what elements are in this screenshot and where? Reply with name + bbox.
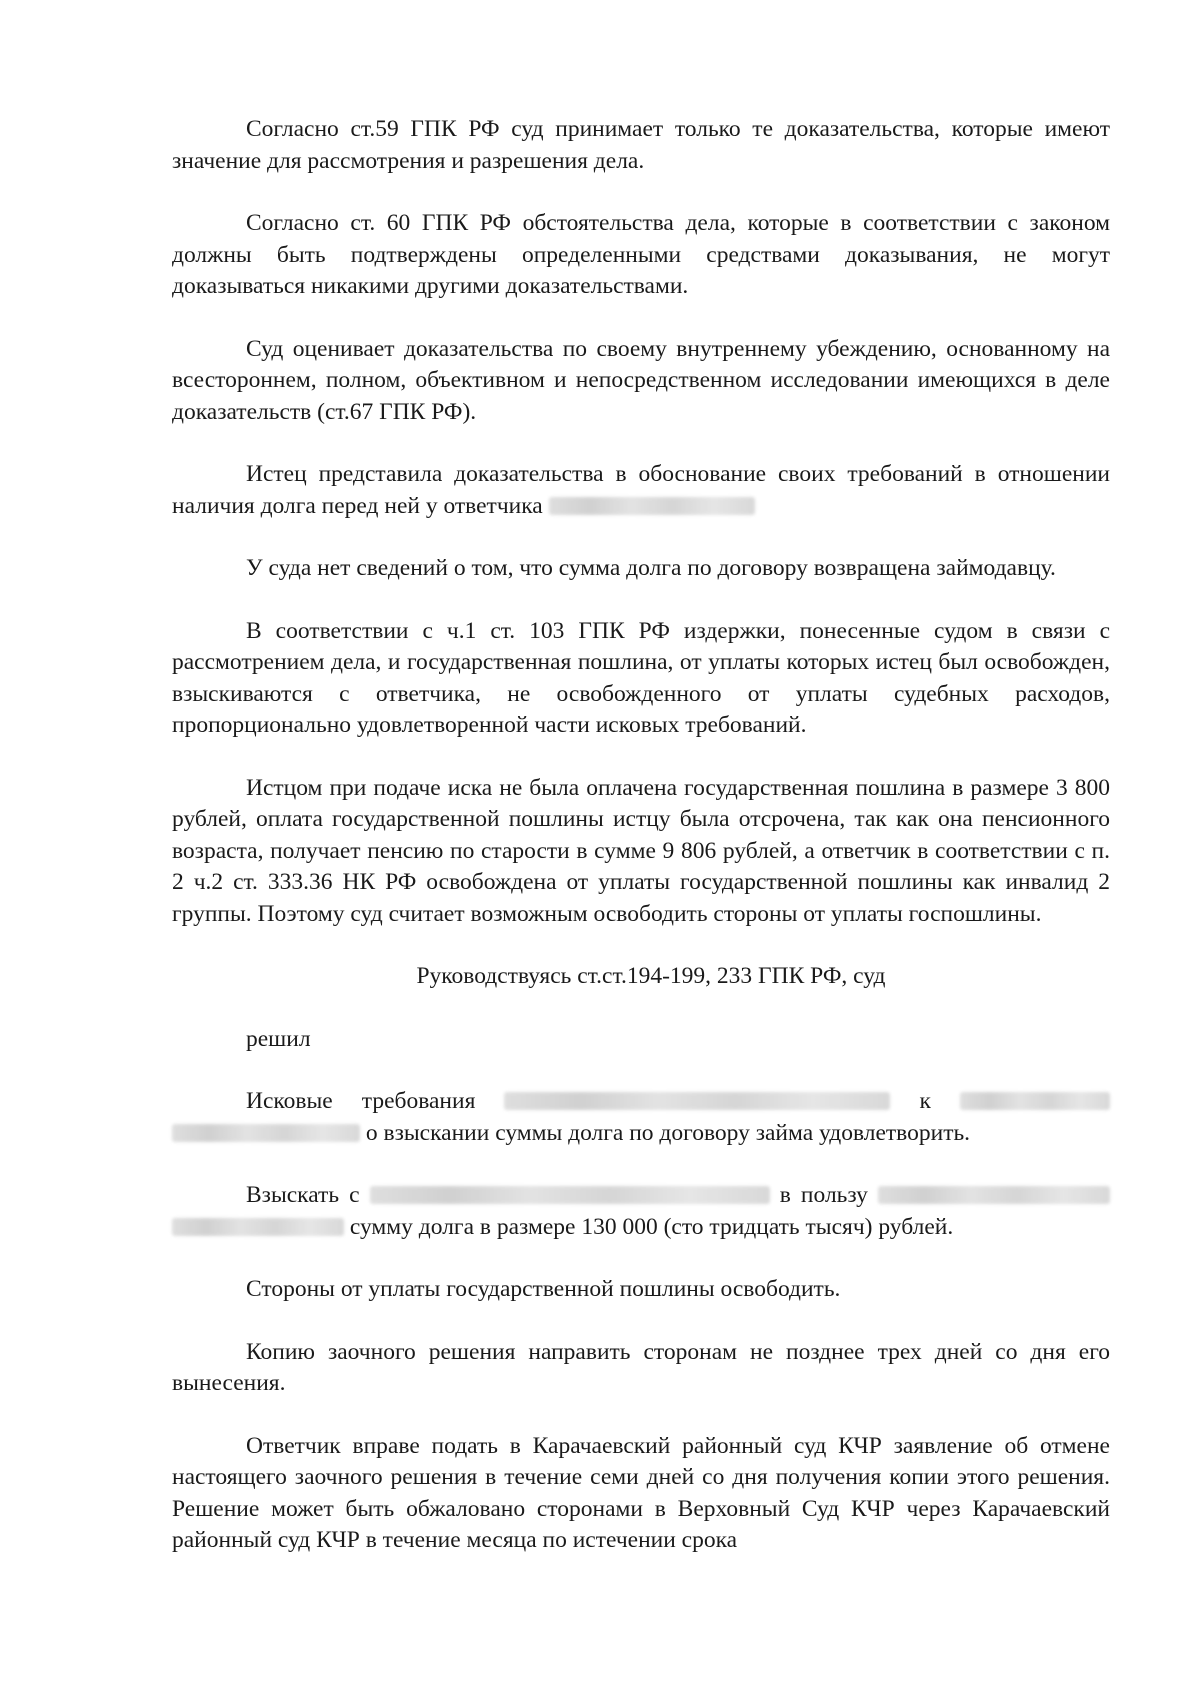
- paragraph-plaintiff-evidence: [172, 459, 1110, 522]
- paragraph-guided-by: Руководствуясь ст.ст.194-199, 233 ГПК РФ, суд: [416, 963, 886, 989]
- recover-debt-start: Взыскать с: [246, 1182, 360, 1208]
- paragraph-evidence-assessment: Суд оценивает доказательства по своему внутреннему убеждению, основанному на всестороннем, полном, объективном и непосредственном исследовании имеющихся в деле доказательств (ст.67 ГПК РФ).: [172, 335, 1110, 425]
- redacted-creditor-patronymic: [172, 1218, 344, 1236]
- paragraph-duty-exemption: Стороны от уплаты государственной пошлины освободить.: [246, 1276, 841, 1302]
- redacted-defendant-surname: [960, 1092, 1110, 1110]
- claims-granted-start: Исковые требования: [246, 1088, 476, 1114]
- paragraph-article-103: В соответствии с ч.1 ст. 103 ГПК РФ издержки, понесенные судом в связи с рассмотрением дела, и государственная пошлина, от уплаты которых истец был освобожден, взыскиваются с ответчика, не освобожденного от уплаты судебных расходов, пропорционально удовлетворенной части исковых требований.: [172, 617, 1110, 738]
- paragraph-plaintiff-evidence-text: Истец представила доказательства в обоснование своих требований в отношении наличия долга перед ней у ответчика: [172, 461, 1110, 519]
- paragraph-recover-debt: [172, 1180, 1110, 1243]
- paragraph-state-duty: Истцом при подаче иска не была оплачена государственная пошлина в размере 3 800 рублей, оплата государственной пошлины истцу была отсрочена, так как она пенсионного возраста, получает пенсию по старости в сумме 9 806 рублей, а ответчик в соответствии с п. 2 ч.2 ст. 333.36 НК РФ освобождена от уплаты государственной пошлины как инвалид 2 группы. Поэтому суд считает возможным освободить стороны от уплаты госпошлины.: [172, 774, 1110, 927]
- redacted-plaintiff-name: [504, 1092, 890, 1110]
- claims-granted-mid: к: [919, 1088, 931, 1114]
- claims-granted-end: о взыскании суммы долга по договору займа удовлетворить.: [365, 1119, 971, 1146]
- redacted-defendant-name: [549, 497, 755, 515]
- document-body: [172, 114, 1110, 1588]
- redacted-debtor-name: [370, 1186, 770, 1204]
- paragraph-copy-delivery: Копию заочного решения направить сторонам не позднее трех дней со дня его вынесения.: [172, 1338, 1110, 1396]
- recover-debt-mid: в пользу: [779, 1182, 868, 1208]
- paragraph-appeal-rights: Ответчик вправе подать в Карачаевский районный суд КЧР заявление об отмене настоящего заочного решения в течение семи дней со дня получения копии этого решения. Решение может быть обжаловано сторонами в Верховный Суд КЧР через Карачаевский районный суд КЧР в течение месяца по истечении срока: [172, 1432, 1110, 1553]
- paragraph-claims-granted: [172, 1086, 1110, 1149]
- paragraph-article-59: Согласно ст.59 ГПК РФ суд принимает только те доказательства, которые имеют значение для рассмотрения и разрешения дела.: [172, 116, 1110, 174]
- recover-debt-end: сумму долга в размере 130 000 (сто тридцать тысяч) рублей.: [349, 1213, 954, 1240]
- paragraph-article-60: Согласно ст. 60 ГПК РФ обстоятельства дела, которые в соответствии с законом должны быть подтверждены определенными средствами доказывания, не могут доказываться никакими другими доказательствами.: [172, 210, 1110, 299]
- redacted-defendant-given-names: [172, 1124, 360, 1142]
- paragraph-decided: решил: [246, 1025, 311, 1052]
- redacted-creditor-surname: [878, 1186, 1110, 1204]
- paragraph-debt-not-returned: У суда нет сведений о том, что сумма долга по договору возвращена займодавцу.: [246, 555, 1056, 581]
